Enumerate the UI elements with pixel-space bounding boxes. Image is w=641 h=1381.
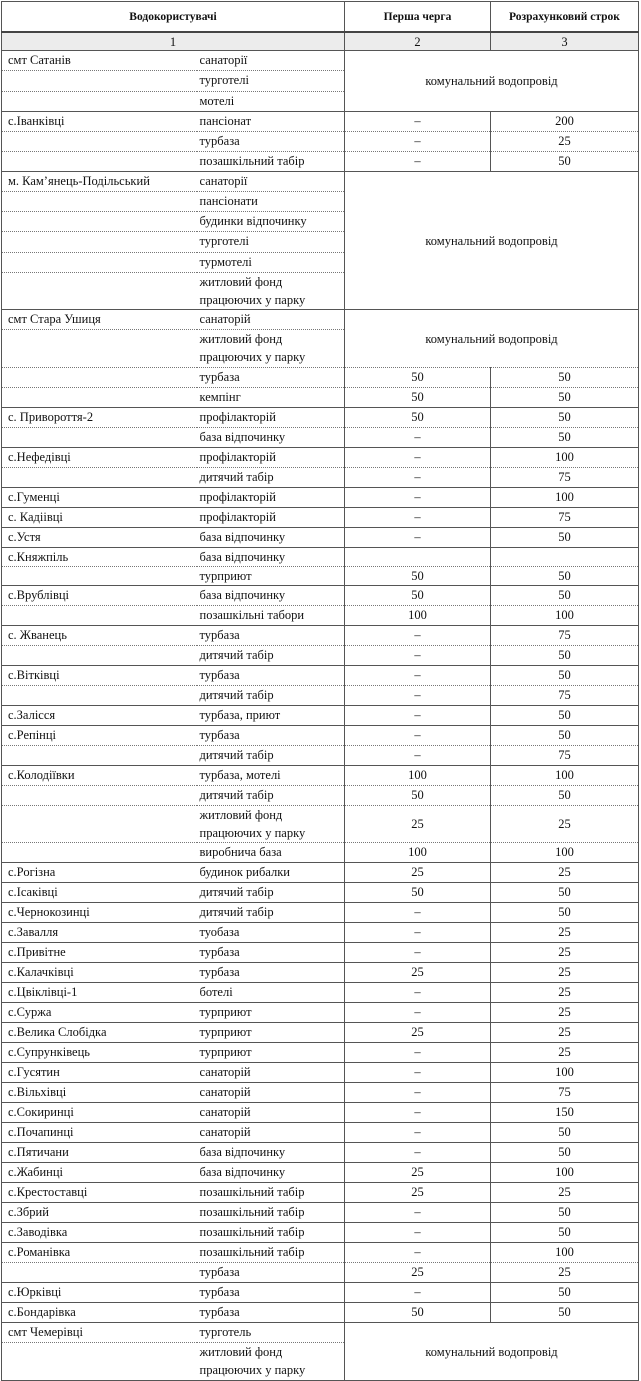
object-cell: турбаза (197, 368, 345, 388)
settlement-cell (2, 646, 197, 666)
settlement-cell: с.Збрий (2, 1203, 197, 1223)
table-row (2, 1083, 639, 1103)
design-term-cell: 200 (491, 112, 639, 132)
design-term-cell: 50 (491, 726, 639, 746)
settlement-cell: с.Цвіклівці-1 (2, 983, 197, 1003)
object-cell: турприют (197, 567, 345, 586)
column-number-3: 3 (491, 32, 639, 51)
design-term-cell: 50 (491, 1223, 639, 1243)
object-cell: житловий фонд працюючих у парку (197, 806, 345, 843)
object-cell: санаторій (197, 1063, 345, 1083)
design-term-cell: 25 (491, 1023, 639, 1043)
object-cell: турприют (197, 1023, 345, 1043)
settlement-cell (2, 252, 197, 272)
settlement-cell: с.Вітківці (2, 666, 197, 686)
settlement-cell (2, 843, 197, 863)
settlement-cell: с.Калачківці (2, 963, 197, 983)
table-row (2, 863, 639, 883)
settlement-cell (2, 192, 197, 212)
first-stage-cell: – (345, 508, 491, 528)
settlement-cell (2, 786, 197, 806)
header-row (2, 2, 639, 33)
object-cell: турбаза (197, 626, 345, 646)
object-cell: дитячий табір (197, 686, 345, 706)
design-term-cell: 25 (491, 943, 639, 963)
table-row (2, 1203, 639, 1223)
table-row (2, 1023, 639, 1043)
object-cell: турготель (197, 1323, 345, 1343)
settlement-cell: с. Жванець (2, 626, 197, 646)
design-term-cell: 50 (491, 586, 639, 606)
object-cell: база відпочинку (197, 528, 345, 548)
first-stage-cell: 25 (345, 1023, 491, 1043)
design-term-cell: 150 (491, 1103, 639, 1123)
design-term-cell: 75 (491, 626, 639, 646)
table-row (2, 1323, 639, 1343)
object-cell: дитячий табір (197, 646, 345, 666)
object-cell: пансіонат (197, 112, 345, 132)
object-cell: база відпочинку (197, 1143, 345, 1163)
settlement-cell (2, 428, 197, 448)
design-term-cell: 50 (491, 567, 639, 586)
object-cell: санаторії (197, 172, 345, 192)
table-row (2, 1243, 639, 1263)
first-stage-cell: 50 (345, 883, 491, 903)
first-stage-cell: – (345, 468, 491, 488)
table-row (2, 883, 639, 903)
design-term-cell: 25 (491, 1003, 639, 1023)
table-row (2, 310, 639, 330)
header-design-term: Розрахунковий строк (491, 2, 639, 33)
first-stage-cell: – (345, 1103, 491, 1123)
settlement-cell: с.Бондарівка (2, 1303, 197, 1323)
table-row (2, 786, 639, 806)
settlement-cell (2, 686, 197, 706)
first-stage-cell: – (345, 923, 491, 943)
object-cell: дитячий табір (197, 786, 345, 806)
design-term-cell: 50 (491, 408, 639, 428)
table-row (2, 448, 639, 468)
design-term-cell: 50 (491, 388, 639, 408)
object-cell: турбаза (197, 1283, 345, 1303)
column-number-row (2, 32, 639, 51)
merged-water-supply-cell: комунальний водопровід (345, 310, 639, 368)
object-cell: турприют (197, 1043, 345, 1063)
table-row (2, 528, 639, 548)
design-term-cell: 25 (491, 983, 639, 1003)
first-stage-cell: 100 (345, 843, 491, 863)
settlement-cell: с.Залісся (2, 706, 197, 726)
design-term-cell: 50 (491, 368, 639, 388)
settlement-cell: с.Супрунківець (2, 1043, 197, 1063)
header-first-stage: Перша черга (345, 2, 491, 33)
object-cell: турготелі (197, 71, 345, 91)
table-row (2, 1143, 639, 1163)
first-stage-cell: 100 (345, 766, 491, 786)
table-row (2, 983, 639, 1003)
settlement-cell: с.Завалля (2, 923, 197, 943)
settlement-cell: с. Привороття-2 (2, 408, 197, 428)
settlement-cell: с.Нефедівці (2, 448, 197, 468)
merged-water-supply-cell: комунальний водопровід (345, 51, 639, 112)
settlement-cell: с.Юрківці (2, 1283, 197, 1303)
first-stage-cell: – (345, 706, 491, 726)
table-row (2, 923, 639, 943)
object-cell: турготелі (197, 232, 345, 252)
table-row (2, 548, 639, 567)
object-cell: пансіонати (197, 192, 345, 212)
settlement-cell (2, 468, 197, 488)
object-cell: дитячий табір (197, 746, 345, 766)
design-term-cell: 75 (491, 1083, 639, 1103)
table-row (2, 843, 639, 863)
settlement-cell: с.Крестоставці (2, 1183, 197, 1203)
settlement-cell: с.Гуменці (2, 488, 197, 508)
first-stage-cell: – (345, 132, 491, 152)
column-number-1: 1 (2, 32, 345, 51)
object-cell: турбаза, мотелі (197, 766, 345, 786)
first-stage-cell: – (345, 943, 491, 963)
settlement-cell: с.Врублівці (2, 586, 197, 606)
table-row (2, 1043, 639, 1063)
settlement-cell: с.Княжпіль (2, 548, 197, 567)
object-cell: турбаза (197, 666, 345, 686)
table-row (2, 626, 639, 646)
settlement-cell (2, 232, 197, 252)
design-term-cell: 100 (491, 1243, 639, 1263)
settlement-cell: смт Чемерівці (2, 1323, 197, 1343)
object-cell: дитячий табір (197, 468, 345, 488)
design-term-cell: 50 (491, 1143, 639, 1163)
table-row (2, 666, 639, 686)
settlement-cell: с.Гусятин (2, 1063, 197, 1083)
table-row (2, 706, 639, 726)
table-row (2, 606, 639, 626)
first-stage-cell: – (345, 488, 491, 508)
design-term-cell: 50 (491, 1283, 639, 1303)
first-stage-cell: – (345, 428, 491, 448)
first-stage-cell: – (345, 646, 491, 666)
object-cell: санаторій (197, 1083, 345, 1103)
settlement-cell: с.Репінці (2, 726, 197, 746)
table-row (2, 368, 639, 388)
object-cell: санаторій (197, 1103, 345, 1123)
settlement-cell: с.Пятичани (2, 1143, 197, 1163)
design-term-cell: 25 (491, 1263, 639, 1283)
design-term-cell: 50 (491, 706, 639, 726)
first-stage-cell: 25 (345, 963, 491, 983)
table-row (2, 567, 639, 586)
settlement-cell: смт Сатанів (2, 51, 197, 71)
first-stage-cell: 50 (345, 388, 491, 408)
design-term-cell: 100 (491, 448, 639, 468)
first-stage-cell: 50 (345, 786, 491, 806)
table-row (2, 943, 639, 963)
settlement-cell (2, 132, 197, 152)
table-row (2, 1103, 639, 1123)
object-cell: турбаза (197, 132, 345, 152)
object-cell: житловий фонд працюючих у парку (197, 272, 345, 309)
first-stage-cell: 25 (345, 806, 491, 843)
table-row (2, 726, 639, 746)
table-row (2, 1183, 639, 1203)
settlement-cell (2, 212, 197, 232)
design-term-cell: 25 (491, 923, 639, 943)
first-stage-cell: – (345, 903, 491, 923)
settlement-cell: с.Вільхівці (2, 1083, 197, 1103)
first-stage-cell: 50 (345, 586, 491, 606)
settlement-cell (2, 368, 197, 388)
object-cell: турбаза (197, 963, 345, 983)
settlement-cell: с.Рогізна (2, 863, 197, 883)
settlement-cell: с.Почапинці (2, 1123, 197, 1143)
settlement-cell (2, 272, 197, 309)
settlement-cell: с.Чернокозинці (2, 903, 197, 923)
object-cell: позашкільний табір (197, 1183, 345, 1203)
object-cell: позашкільний табір (197, 1203, 345, 1223)
settlement-cell: с.Іванківці (2, 112, 197, 132)
settlement-cell: с.Сокиринці (2, 1103, 197, 1123)
object-cell: база відпочинку (197, 548, 345, 567)
first-stage-cell: – (345, 1243, 491, 1263)
table-row (2, 408, 639, 428)
object-cell: позашкільний табір (197, 1243, 345, 1263)
design-term-cell: 100 (491, 1063, 639, 1083)
table-row (2, 112, 639, 132)
table-row (2, 132, 639, 152)
settlement-cell (2, 806, 197, 843)
design-term-cell: 50 (491, 152, 639, 172)
first-stage-cell: – (345, 528, 491, 548)
table-row (2, 172, 639, 192)
design-term-cell: 100 (491, 843, 639, 863)
design-term-cell: 25 (491, 806, 639, 843)
first-stage-cell: 25 (345, 863, 491, 883)
table-row (2, 1263, 639, 1283)
table-row (2, 1163, 639, 1183)
table-row (2, 1283, 639, 1303)
object-cell: виробнича база (197, 843, 345, 863)
design-term-cell (491, 548, 639, 567)
object-cell: турбаза (197, 943, 345, 963)
design-term-cell: 100 (491, 766, 639, 786)
object-cell: ботелі (197, 983, 345, 1003)
table-row (2, 488, 639, 508)
object-cell: база відпочинку (197, 1163, 345, 1183)
design-term-cell: 50 (491, 903, 639, 923)
settlement-cell: с.Жабинці (2, 1163, 197, 1183)
design-term-cell: 75 (491, 686, 639, 706)
table-row (2, 508, 639, 528)
design-term-cell: 50 (491, 1303, 639, 1323)
first-stage-cell: – (345, 1123, 491, 1143)
settlement-cell (2, 606, 197, 626)
object-cell: кемпінг (197, 388, 345, 408)
design-term-cell: 75 (491, 468, 639, 488)
object-cell: мотелі (197, 91, 345, 111)
design-term-cell: 25 (491, 863, 639, 883)
table-row (2, 963, 639, 983)
settlement-cell: с.Ісаківці (2, 883, 197, 903)
settlement-cell (2, 330, 197, 368)
design-term-cell: 100 (491, 488, 639, 508)
first-stage-cell: – (345, 1003, 491, 1023)
first-stage-cell: 25 (345, 1163, 491, 1183)
settlement-cell: с.Велика Слобідка (2, 1023, 197, 1043)
object-cell: позашкільний табір (197, 152, 345, 172)
first-stage-cell: – (345, 626, 491, 646)
first-stage-cell: – (345, 1083, 491, 1103)
first-stage-cell: – (345, 746, 491, 766)
design-term-cell: 50 (491, 646, 639, 666)
first-stage-cell: – (345, 1203, 491, 1223)
design-term-cell: 25 (491, 132, 639, 152)
object-cell: будинки відпочинку (197, 212, 345, 232)
object-cell: житловий фонд працюючих у парку (197, 330, 345, 368)
object-cell: дитячий табір (197, 903, 345, 923)
first-stage-cell: – (345, 686, 491, 706)
settlement-cell (2, 1263, 197, 1283)
first-stage-cell: – (345, 152, 491, 172)
table-row (2, 806, 639, 843)
settlement-cell (2, 152, 197, 172)
table-row (2, 746, 639, 766)
design-term-cell: 50 (491, 528, 639, 548)
settlement-cell (2, 71, 197, 91)
object-cell: житловий фонд працюючих у парку (197, 1343, 345, 1381)
first-stage-cell: – (345, 983, 491, 1003)
design-term-cell: 75 (491, 746, 639, 766)
object-cell: позашкільні табори (197, 606, 345, 626)
design-term-cell: 100 (491, 1163, 639, 1183)
merged-water-supply-cell: комунальний водопровід (345, 172, 639, 310)
first-stage-cell: 50 (345, 1303, 491, 1323)
merged-water-supply-cell: комунальний водопровід (345, 1323, 639, 1381)
object-cell: позашкільний табір (197, 1223, 345, 1243)
first-stage-cell: – (345, 112, 491, 132)
object-cell: будинок рибалки (197, 863, 345, 883)
table-row (2, 1223, 639, 1243)
header-water-users: Водокористувачі (2, 2, 345, 33)
settlement-cell: с.Романівка (2, 1243, 197, 1263)
first-stage-cell: 25 (345, 1183, 491, 1203)
object-cell: профілакторій (197, 408, 345, 428)
object-cell: турбаза, приют (197, 706, 345, 726)
settlement-cell: с.Заводівка (2, 1223, 197, 1243)
object-cell: санаторій (197, 1123, 345, 1143)
table-row (2, 152, 639, 172)
table-row (2, 1303, 639, 1323)
first-stage-cell: – (345, 1063, 491, 1083)
first-stage-cell: – (345, 726, 491, 746)
settlement-cell (2, 567, 197, 586)
first-stage-cell: 50 (345, 408, 491, 428)
table-row (2, 1123, 639, 1143)
first-stage-cell (345, 548, 491, 567)
design-term-cell: 25 (491, 963, 639, 983)
table-row (2, 388, 639, 408)
object-cell: санаторій (197, 310, 345, 330)
design-term-cell: 25 (491, 1043, 639, 1063)
first-stage-cell: 100 (345, 606, 491, 626)
first-stage-cell: – (345, 448, 491, 468)
settlement-cell: с.Суржа (2, 1003, 197, 1023)
first-stage-cell: – (345, 1223, 491, 1243)
settlement-cell: с.Колодіївки (2, 766, 197, 786)
table-row (2, 646, 639, 666)
settlement-cell (2, 1343, 197, 1381)
first-stage-cell: – (345, 1043, 491, 1063)
first-stage-cell: 50 (345, 567, 491, 586)
table-row (2, 428, 639, 448)
design-term-cell: 50 (491, 428, 639, 448)
design-term-cell: 50 (491, 666, 639, 686)
object-cell: профілакторій (197, 488, 345, 508)
object-cell: профілакторій (197, 508, 345, 528)
table-row (2, 468, 639, 488)
design-term-cell: 25 (491, 1183, 639, 1203)
object-cell: туобаза (197, 923, 345, 943)
table-row (2, 1063, 639, 1083)
water-users-table (1, 1, 639, 1381)
first-stage-cell: 25 (345, 1263, 491, 1283)
settlement-cell: с. Кадіівці (2, 508, 197, 528)
settlement-cell (2, 746, 197, 766)
table-row (2, 766, 639, 786)
settlement-cell: с.Привітне (2, 943, 197, 963)
table-row (2, 51, 639, 71)
settlement-cell (2, 91, 197, 111)
object-cell: турмотелі (197, 252, 345, 272)
object-cell: турбаза (197, 1263, 345, 1283)
object-cell: турприют (197, 1003, 345, 1023)
table-row (2, 686, 639, 706)
table-row (2, 903, 639, 923)
object-cell: база відпочинку (197, 586, 345, 606)
design-term-cell: 100 (491, 606, 639, 626)
object-cell: санаторії (197, 51, 345, 71)
object-cell: база відпочинку (197, 428, 345, 448)
table-row (2, 586, 639, 606)
table-row (2, 1003, 639, 1023)
object-cell: профілакторій (197, 448, 345, 468)
design-term-cell: 75 (491, 508, 639, 528)
settlement-cell: смт Стара Ушиця (2, 310, 197, 330)
object-cell: турбаза (197, 1303, 345, 1323)
first-stage-cell: – (345, 1143, 491, 1163)
design-term-cell: 50 (491, 1203, 639, 1223)
object-cell: дитячий табір (197, 883, 345, 903)
first-stage-cell: 50 (345, 368, 491, 388)
settlement-cell: с.Устя (2, 528, 197, 548)
first-stage-cell: – (345, 1283, 491, 1303)
column-number-2: 2 (345, 32, 491, 51)
object-cell: турбаза (197, 726, 345, 746)
design-term-cell: 50 (491, 786, 639, 806)
design-term-cell: 50 (491, 1123, 639, 1143)
settlement-cell: м. Кам’янець-Подільський (2, 172, 197, 192)
settlement-cell (2, 388, 197, 408)
design-term-cell: 50 (491, 883, 639, 903)
first-stage-cell: – (345, 666, 491, 686)
